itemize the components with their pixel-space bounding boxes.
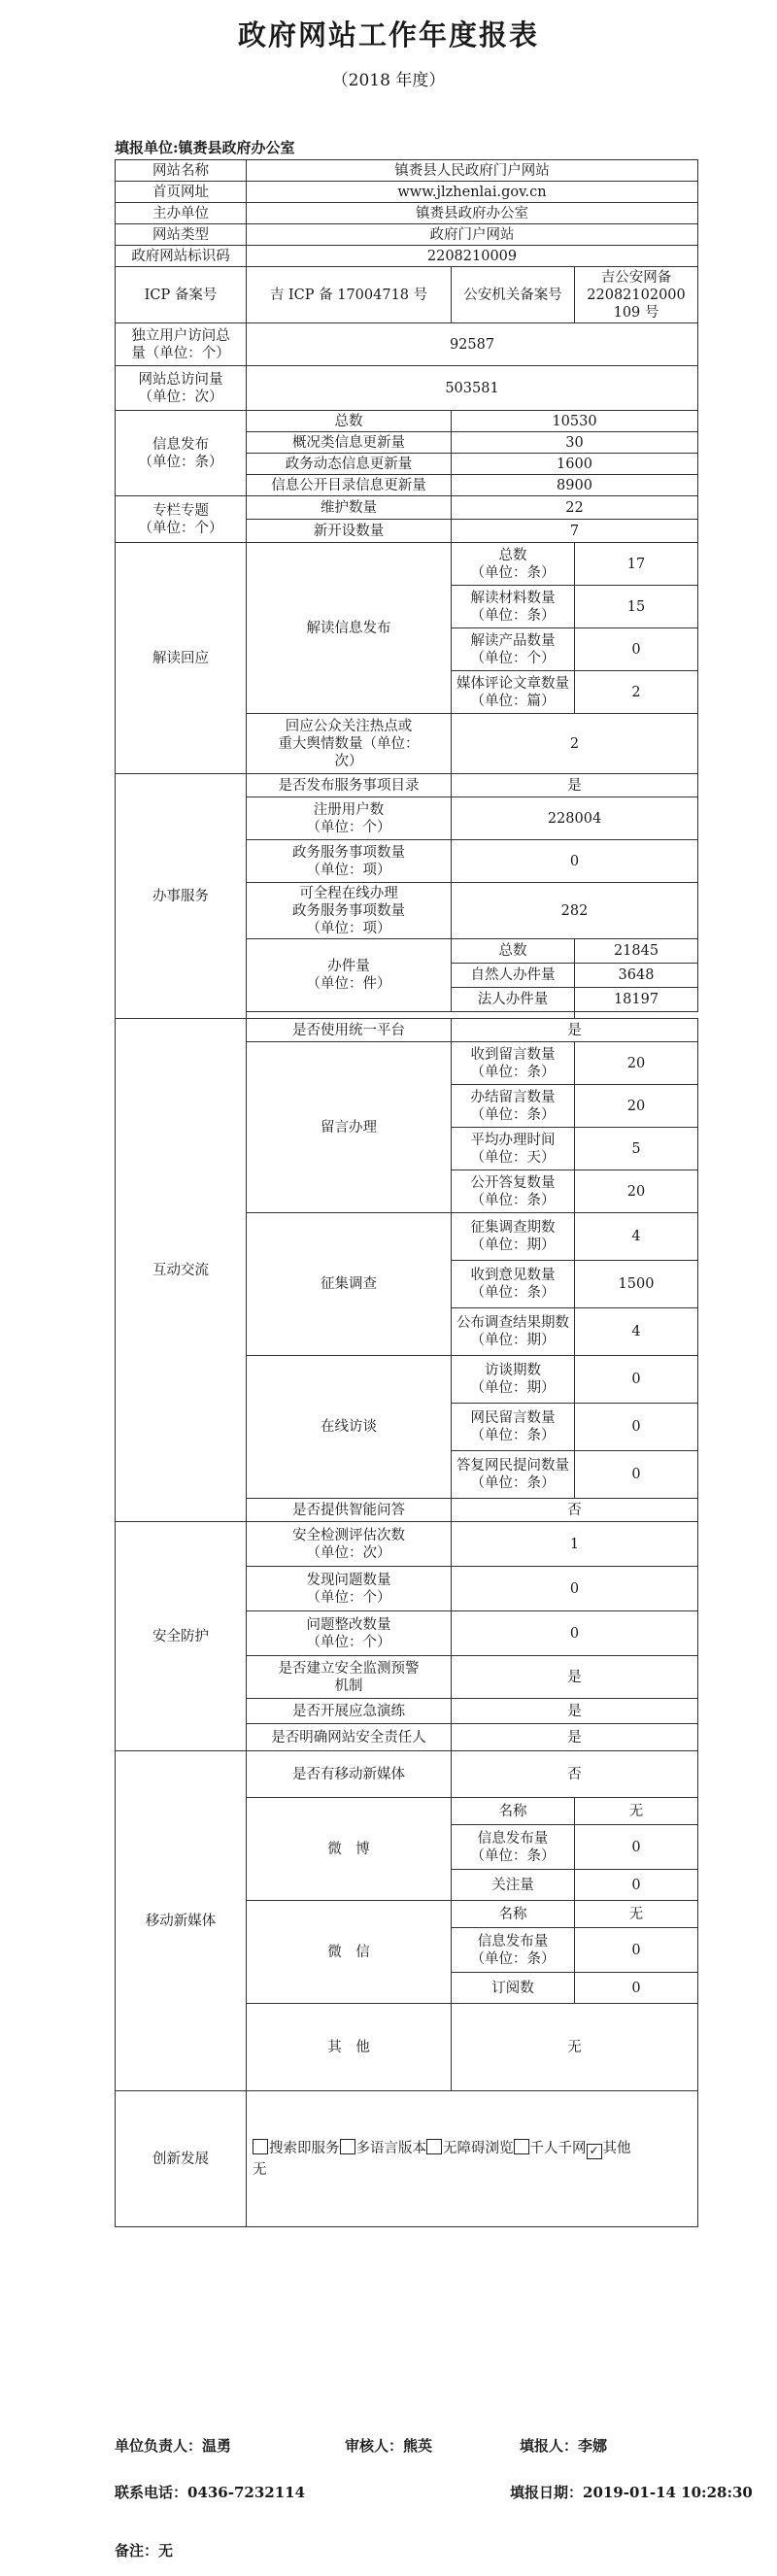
security-item-label-line: 安全检测评估次数: [292, 1527, 405, 1543]
weixin-item-value: 无: [575, 1901, 698, 1928]
interpret-sub-label: 解读信息发布: [247, 543, 452, 714]
msg-item-label-line: （单位：条）: [470, 1192, 556, 1208]
msg-item-label: [452, 1085, 575, 1128]
handle-item-value: 18197: [575, 988, 698, 1012]
site-code-label: 政府网站标识码: [116, 246, 247, 267]
msg-item-label: [452, 1128, 575, 1170]
security-item-label-line: （单位：个）: [306, 1634, 391, 1650]
service-users-label: [247, 797, 452, 840]
security-item-value: 1: [452, 1522, 698, 1567]
smart-qa-value: 否: [452, 1499, 698, 1522]
survey-item-label-line: （单位：期）: [470, 1237, 556, 1253]
table-row: [116, 411, 698, 432]
talk-item-label-line: （单位：条）: [470, 1428, 556, 1443]
table-row: [116, 267, 698, 323]
handle-item-value: 21845: [575, 939, 698, 964]
unit-leader: 单位负责人：温勇: [115, 2437, 232, 2455]
service-online-label: [247, 883, 452, 939]
survey-item-label-line: （单位：期）: [470, 1333, 556, 1348]
interpret-item-label: [452, 543, 575, 586]
service-online-value: 282: [452, 883, 698, 939]
publish-item-label: 概况类信息更新量: [247, 432, 452, 454]
fill-date: 填报日期：2019-01-14 10:28:30: [510, 2484, 753, 2501]
interpret-item-label: [452, 671, 575, 714]
service-label: 办事服务: [116, 774, 247, 1019]
uv-value: 92587: [247, 323, 698, 366]
service-dir-label: 是否发布服务事项目录: [247, 774, 452, 797]
sponsor-label: 主办单位: [116, 203, 247, 224]
weibo-label: 微 博: [247, 1798, 452, 1901]
msg-item-label-line: （单位：条）: [470, 1064, 556, 1080]
publish-label: [116, 411, 247, 496]
security-item-label-line: 问题整改数量: [306, 1616, 391, 1633]
survey-item-label: [452, 1261, 575, 1308]
survey-item-label: [452, 1213, 575, 1261]
publish-label-line: （单位：条）: [138, 454, 223, 470]
owner-label: 是否明确网站安全责任人: [247, 1724, 452, 1751]
column-item-value: 7: [452, 520, 698, 543]
table-row: [116, 1751, 698, 1798]
table-row: [116, 203, 698, 224]
filing-unit: 填报单位:镇赉县政府办公室: [115, 139, 295, 156]
innovation-label: 创新发展: [116, 2091, 247, 2227]
monitor-value: 是: [452, 1656, 698, 1699]
survey-item-value: 1500: [575, 1261, 698, 1308]
msg-item-label-line: 平均办理时间: [470, 1132, 556, 1148]
spacer-cell: [247, 1012, 575, 1019]
weixin-item-label: [452, 1928, 575, 1973]
publish-item-value: 8900: [452, 475, 698, 496]
column-label-line: 专栏专题: [152, 502, 209, 519]
checkbox[interactable]: [253, 2139, 268, 2154]
weixin-item-value: 0: [575, 1928, 698, 1973]
filler: 填报人：李娜: [520, 2437, 608, 2455]
respond-label-line: 重大舆情数量（单位：: [278, 735, 420, 752]
interpret-item-value: 17: [575, 543, 698, 586]
table-row: [116, 182, 698, 203]
site-type-label: 网站类型: [116, 224, 247, 246]
weibo-item-label: [452, 1798, 575, 1825]
reviewer: 审核人：熊英: [345, 2437, 433, 2455]
security-item-label: [247, 1611, 452, 1656]
publish-item-label: 信息公开目录信息更新量: [247, 475, 452, 496]
security-item-value: 0: [452, 1611, 698, 1656]
mobile-has-label: 是否有移动新媒体: [247, 1751, 452, 1798]
talk-item-label-line: 访谈期数: [485, 1363, 541, 1378]
table-row: [116, 246, 698, 267]
pv-label-line: 网站总访问量: [138, 371, 223, 388]
interpret-item-label-line: （单位：条）: [470, 564, 556, 581]
talk-item-label-line: 答复网民提问数量: [456, 1458, 569, 1474]
handle-item-label: 总数: [452, 939, 575, 964]
survey-item-label-line: 收到意见数量: [470, 1268, 556, 1283]
talk-item-label: [452, 1451, 575, 1499]
handle-item-label: 法人办件量: [452, 988, 575, 1012]
interpret-item-label: [452, 586, 575, 628]
service-items-value: 0: [452, 840, 698, 883]
publish-label-line: 信息发布: [152, 436, 209, 453]
checkbox-label: 无障碍浏览: [443, 2140, 514, 2156]
icp-label: ICP 备案号: [116, 267, 247, 323]
interpret-item-label-line: （单位：篇）: [470, 693, 556, 709]
report-year: （2018 年度）: [331, 71, 446, 90]
innovation-other-text: 无: [253, 2161, 267, 2178]
weixin-item-label-line: 信息发布量: [477, 1933, 549, 1949]
weibo-item-label-line: 关注量: [491, 1877, 534, 1893]
owner-value: 是: [452, 1724, 698, 1751]
msg-item-label-line: （单位：天）: [470, 1149, 556, 1166]
interpret-item-label: [452, 628, 575, 671]
handle-item-value: 3648: [575, 964, 698, 988]
security-item-label: [247, 1522, 452, 1567]
service-users-label-line: （单位：个）: [306, 819, 391, 835]
survey-item-label-line: （单位：条）: [470, 1285, 556, 1301]
weibo-item-label: [452, 1870, 575, 1901]
msg-label: 留言办理: [247, 1042, 452, 1213]
talk-item-value: 0: [575, 1451, 698, 1499]
service-items-label-line: （单位：项）: [306, 862, 391, 878]
security-item-label: [247, 1567, 452, 1611]
interpret-item-label-line: 解读产品数量: [470, 632, 556, 649]
msg-item-label-line: 公开答复数量: [470, 1174, 556, 1191]
column-label-line: （单位：个）: [138, 520, 223, 536]
talk-item-value: 0: [575, 1404, 698, 1451]
msg-item-label-line: 收到留言数量: [470, 1046, 556, 1063]
checkbox[interactable]: [426, 2139, 442, 2154]
publish-item-value: 30: [452, 432, 698, 454]
weixin-item-label: [452, 1901, 575, 1928]
survey-item-value: 4: [575, 1213, 698, 1261]
service-handle-label-line: 办件量: [327, 959, 370, 974]
mobile-label: 移动新媒体: [116, 1751, 247, 2091]
platform-value: 是: [452, 1019, 698, 1042]
talk-item-label-line: （单位：条）: [470, 1475, 556, 1491]
msg-item-label-line: （单位：条）: [470, 1106, 556, 1123]
publish-item-value: 10530: [452, 411, 698, 432]
msg-item-label: [452, 1170, 575, 1213]
msg-item-value: 20: [575, 1042, 698, 1085]
table-row: [116, 224, 698, 246]
report-title: 政府网站工作年度报表: [237, 18, 539, 51]
interact-label: 互动交流: [116, 1019, 247, 1522]
checkbox[interactable]: [514, 2139, 529, 2154]
weibo-item-label-line: 信息发布量: [477, 1830, 549, 1847]
talk-item-label: [452, 1356, 575, 1404]
security-item-value: 0: [452, 1567, 698, 1611]
drill-label: 是否开展应急演练: [247, 1699, 452, 1724]
report-table: [115, 159, 698, 2227]
checkbox[interactable]: [340, 2139, 355, 2154]
interpret-item-label-line: 媒体评论文章数量: [456, 675, 569, 692]
platform-label: 是否使用统一平台: [247, 1019, 452, 1042]
checkbox[interactable]: ✓: [587, 2144, 602, 2159]
table-row: [116, 323, 698, 366]
table-row: [116, 496, 698, 520]
pv-label-line: （单位：次）: [138, 389, 223, 405]
weibo-item-label-line: （单位：条）: [470, 1847, 556, 1864]
home-url-label: 首页网址: [116, 182, 247, 203]
survey-item-label-line: 公布调查结果期数: [456, 1315, 569, 1331]
respond-label-line: 次）: [334, 753, 363, 769]
weibo-item-label-line: 名称: [498, 1803, 527, 1819]
msg-item-label-line: 办结留言数量: [470, 1089, 556, 1105]
publish-item-label: 政务动态信息更新量: [247, 454, 452, 475]
site-type: 政府门户网站: [247, 224, 698, 246]
interpret-item-value: 2: [575, 671, 698, 714]
talk-item-label: [452, 1404, 575, 1451]
checkbox-label: 千人千网: [529, 2140, 587, 2156]
service-handle-label: [247, 939, 452, 1012]
service-users-value: 228004: [452, 797, 698, 840]
service-online-label-line: （单位：项）: [306, 920, 391, 936]
monitor-label-line: 是否建立安全监测预警: [278, 1660, 420, 1677]
service-items-label-line: 政务服务事项数量: [292, 844, 405, 861]
drill-value: 是: [452, 1699, 698, 1724]
monitor-label: [247, 1656, 452, 1699]
table-row: [116, 1522, 698, 1567]
security-item-label-line: （单位：个）: [306, 1589, 391, 1606]
talk-item-label-line: （单位：期）: [470, 1380, 556, 1396]
interpret-item-label-line: 解读材料数量: [470, 590, 556, 606]
respond-label-line: 回应公众关注热点或: [285, 718, 413, 734]
police-number-line: 109 号: [613, 304, 659, 321]
police-label: 公安机关备案号: [452, 267, 575, 323]
msg-item-value: 20: [575, 1170, 698, 1213]
weixin-item-label-line: （单位：条）: [470, 1950, 556, 1967]
other-media-label: 其 他: [247, 2004, 452, 2091]
weixin-item-label: [452, 1973, 575, 2004]
interpret-item-label-line: 总数: [498, 547, 527, 563]
publish-item-value: 1600: [452, 454, 698, 475]
publish-item-label: 总数: [247, 411, 452, 432]
interpret-item-label-line: （单位：条）: [470, 607, 556, 624]
uv-label: [116, 323, 247, 366]
security-item-label-line: （单位：次）: [306, 1544, 391, 1561]
survey-item-label: [452, 1308, 575, 1356]
column-item-label: 新开设数量: [247, 520, 452, 543]
weibo-item-value: 无: [575, 1798, 698, 1825]
weixin-item-label-line: 订阅数: [491, 1980, 534, 1996]
service-handle-label-line: （单位：件）: [306, 976, 391, 992]
column-item-value: 22: [452, 496, 698, 520]
column-label: [116, 496, 247, 543]
respond-label: [247, 714, 452, 774]
monitor-label-line: 机制: [334, 1678, 363, 1694]
police-number-line: 22082102000: [587, 287, 686, 303]
table-row: [116, 774, 698, 797]
innovation-options: [247, 2091, 698, 2227]
site-name: 镇赉县人民政府门户网站: [247, 160, 698, 182]
home-url: www.jlzhenlai.gov.cn: [247, 182, 698, 203]
survey-label: 征集调查: [247, 1213, 452, 1356]
msg-item-label: [452, 1042, 575, 1085]
survey-item-value: 4: [575, 1308, 698, 1356]
service-dir-value: 是: [452, 774, 698, 797]
uv-label-line: 独立用户访问总: [131, 327, 230, 344]
talk-label: 在线访谈: [247, 1356, 452, 1499]
contact-phone: 联系电话：0436-7232114: [115, 2484, 306, 2501]
msg-item-value: 5: [575, 1128, 698, 1170]
weibo-item-value: 0: [575, 1825, 698, 1870]
interpret-item-value: 0: [575, 628, 698, 671]
weibo-item-label: [452, 1825, 575, 1870]
service-online-label-line: 可全程在线办理: [299, 885, 398, 901]
talk-item-label-line: 网民留言数量: [470, 1410, 556, 1426]
other-media-value: 无: [452, 2004, 698, 2091]
survey-item-label-line: 征集调查期数: [470, 1220, 556, 1236]
service-items-label: [247, 840, 452, 883]
checkbox-label: 搜索即服务: [269, 2140, 340, 2156]
table-row: [116, 1019, 698, 1042]
pv-value: 503581: [247, 366, 698, 411]
pv-label: [116, 366, 247, 411]
table-row: [116, 543, 698, 586]
table-row: [116, 2091, 698, 2227]
column-item-label: 维护数量: [247, 496, 452, 520]
site-code: 2208210009: [247, 246, 698, 267]
handle-item-label: 自然人办件量: [452, 964, 575, 988]
sponsor: 镇赉县政府办公室: [247, 203, 698, 224]
respond-value: 2: [452, 714, 698, 774]
uv-label-line: 量（单位：个）: [131, 345, 230, 361]
mobile-has-value: 否: [452, 1751, 698, 1798]
site-name-label: 网站名称: [116, 160, 247, 182]
remark: 备注：无: [115, 2542, 174, 2559]
icp-number: 吉 ICP 备 17004718 号: [247, 267, 452, 323]
weixin-item-label-line: 名称: [498, 1906, 527, 1922]
security-label: 安全防护: [116, 1522, 247, 1751]
weixin-item-value: 0: [575, 1973, 698, 2004]
table-row: [116, 160, 698, 182]
interpret-item-label-line: （单位：个）: [470, 650, 556, 666]
security-item-label-line: 发现问题数量: [306, 1572, 391, 1588]
checkbox-label: 其他: [602, 2140, 631, 2156]
weixin-label: 微 信: [247, 1901, 452, 2004]
table-row: [116, 366, 698, 411]
msg-item-value: 20: [575, 1085, 698, 1128]
checkbox-label: 多语言版本: [355, 2140, 426, 2156]
police-number: [575, 267, 698, 323]
service-online-label-line: 政务服务事项数量: [292, 902, 405, 919]
smart-qa-label: 是否提供智能问答: [247, 1499, 452, 1522]
interpret-item-value: 15: [575, 586, 698, 628]
service-users-label-line: 注册用户数: [313, 801, 385, 818]
innovation-checkbox-row: [249, 2138, 695, 2159]
talk-item-value: 0: [575, 1356, 698, 1404]
interpret-label: 解读回应: [116, 543, 247, 774]
weibo-item-value: 0: [575, 1870, 698, 1901]
police-number-line: 吉公安网备: [600, 269, 672, 286]
